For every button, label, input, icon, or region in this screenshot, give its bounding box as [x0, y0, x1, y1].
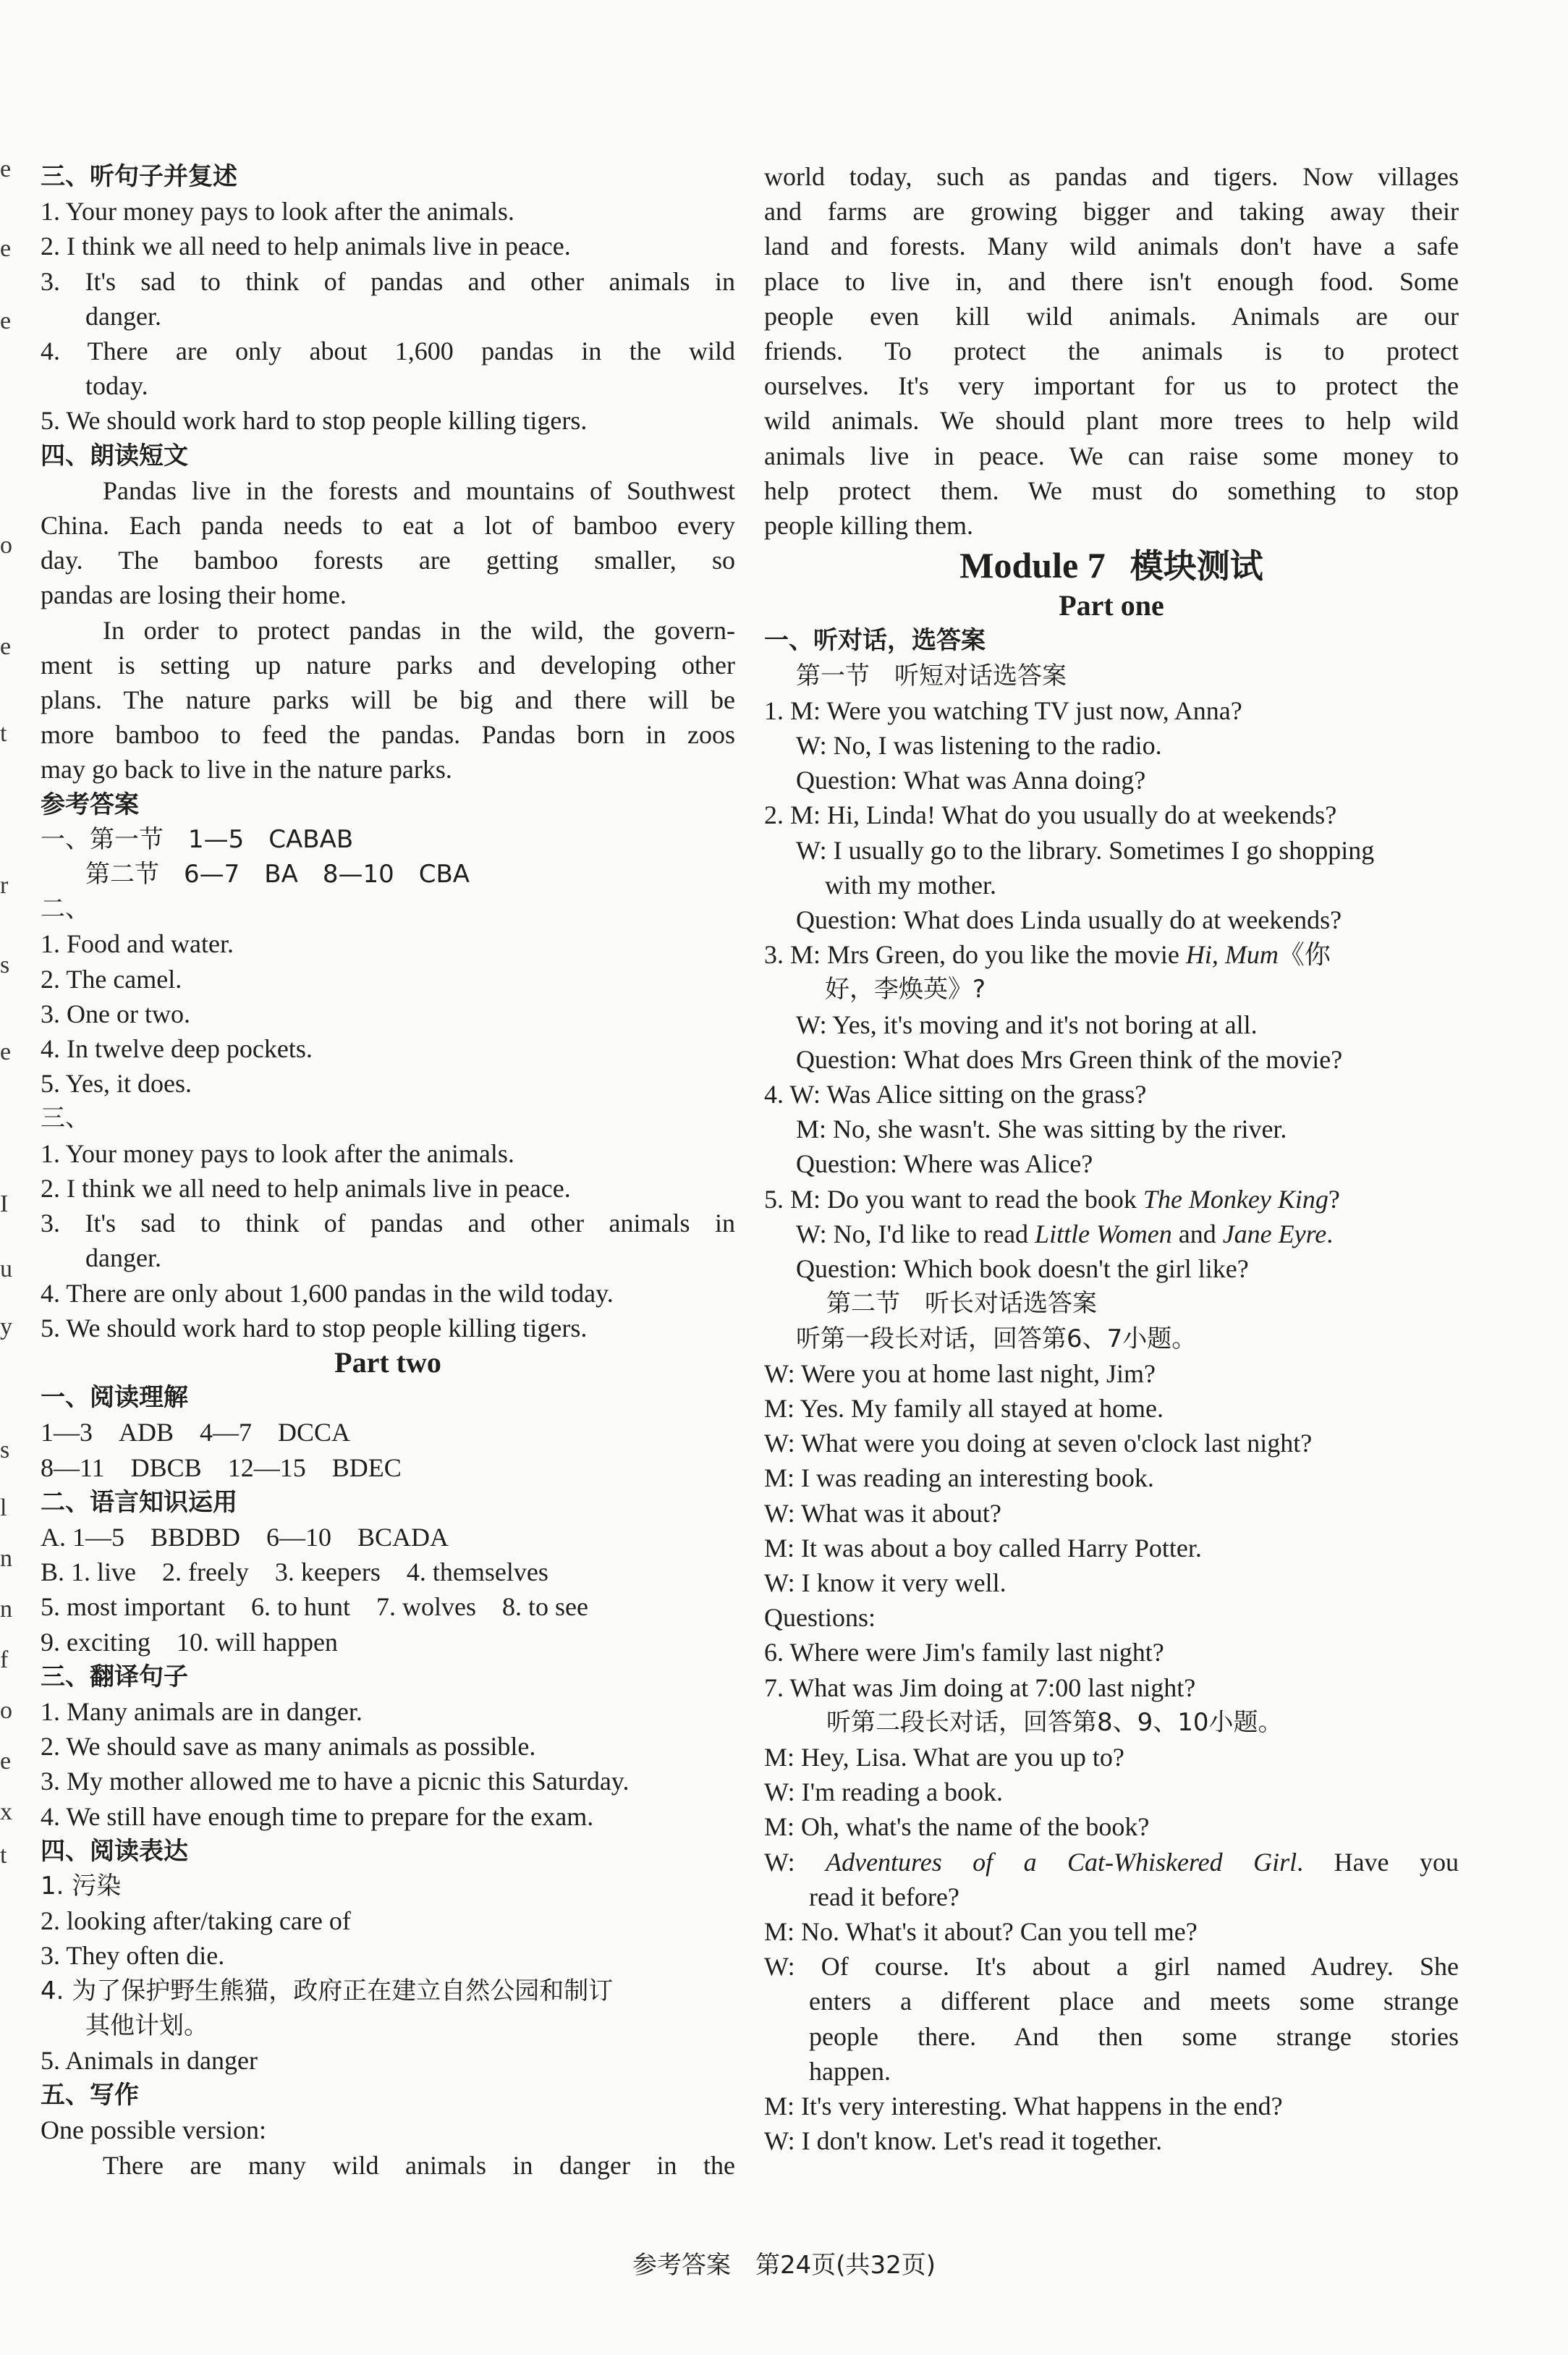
- left-line: 一、阅读理解: [41, 1383, 188, 1413]
- left-line: 2. I think we all need to help animals live in peace.: [41, 232, 571, 261]
- right-line: W: I'm reading a book.: [764, 1777, 1004, 1807]
- left-line: 2. looking after/taking care of: [41, 1906, 351, 1936]
- right-line: W: No, I was listening to the radio.: [796, 731, 1162, 761]
- left-line: more bamboo to feed the pandas. Pandas born in zoos: [41, 720, 735, 750]
- left-line: B. 1. live 2. freely 3. keepers 4. themselves: [41, 1557, 548, 1587]
- left-line: 4. In twelve deep pockets.: [41, 1034, 313, 1064]
- left-line: ment is setting up nature parks and developing other: [41, 650, 735, 680]
- left-line: 三、听句子并复述: [41, 162, 237, 191]
- left-line: Pandas live in the forests and mountains of Southwest: [103, 475, 735, 505]
- right-line: people killing them.: [764, 511, 973, 541]
- margin-fragment: l: [0, 1494, 7, 1521]
- right-line: M: No. What's it about? Can you tell me?: [764, 1916, 1198, 1946]
- left-line: 三、: [41, 1104, 90, 1133]
- left-line: 一、第一节 1—5 CABAB: [41, 824, 354, 854]
- left-line: 3. They often die.: [41, 1941, 225, 1971]
- right-line: Questions:: [764, 1603, 876, 1633]
- right-line: Part one: [1059, 589, 1164, 622]
- left-line: 2. We should save as many animals as possible.: [41, 1732, 536, 1762]
- left-line: 5. Yes, it does.: [41, 1069, 192, 1099]
- left-line: pandas are losing their home.: [41, 580, 347, 610]
- right-line: M: It's very interesting. What happens in the end?: [764, 2091, 1283, 2121]
- left-line: 1. Food and water.: [41, 929, 234, 959]
- left-line: 1. Your money pays to look after the animals.: [41, 1138, 514, 1168]
- right-line: W: What was it about?: [764, 1498, 1001, 1528]
- left-line: 参考答案: [41, 790, 139, 819]
- left-line: 1. 污染: [41, 1871, 122, 1901]
- right-line: M: Oh, what's the name of the book?: [764, 1812, 1150, 1842]
- right-line: wild animals. We should plant more trees to help wild: [764, 406, 1459, 436]
- left-line: 9. exciting 10. will happen: [41, 1627, 338, 1657]
- left-line: There are many wild animals in danger in the: [103, 2150, 735, 2180]
- right-line: W: No, I'd like to read Little Women and Jane Eyre.: [796, 1219, 1334, 1248]
- left-line: 2. I think we all need to help animals live in peace.: [41, 1173, 571, 1203]
- left-line: 三、翻译句子: [41, 1662, 188, 1691]
- margin-fragment: s: [0, 952, 10, 978]
- left-line: One possible version:: [41, 2115, 266, 2145]
- left-line: day. The bamboo forests are getting smaller, so: [41, 546, 735, 575]
- footer-text: 参考答案 第24页(共32页): [632, 2251, 936, 2280]
- right-line: W: Were you at home last night, Jim?: [764, 1358, 1156, 1388]
- margin-fragment: o: [0, 532, 12, 559]
- left-line: 五、写作: [41, 2081, 139, 2110]
- left-line: 2. The camel.: [41, 964, 182, 994]
- left-line: 5. most important 6. to hunt 7. wolves 8. to see: [41, 1592, 588, 1622]
- left-line: 3. My mother allowed me to have a picnic this Saturday.: [41, 1767, 630, 1796]
- right-line: Question: What does Mrs Green think of the movie?: [796, 1044, 1343, 1074]
- right-line: 5. M: Do you want to read the book The Monkey King?: [764, 1184, 1340, 1214]
- module-title: Module 7 模块测试: [959, 545, 1263, 586]
- left-line: 4. We still have enough time to prepare for the exam.: [41, 1801, 594, 1831]
- right-line: W: Adventures of a Cat-Whiskered Girl. Have you: [764, 1847, 1459, 1877]
- right-line: M: Yes. My family all stayed at home.: [764, 1393, 1164, 1423]
- left-line: China. Each panda needs to eat a lot of bamboo every: [41, 511, 735, 541]
- right-line: W: Of course. It's about a girl named Audrey. She: [764, 1952, 1459, 1982]
- margin-fragment: s: [0, 1437, 10, 1463]
- margin-fragment: r: [0, 872, 9, 899]
- left-line: 1. Your money pays to look after the animals.: [41, 197, 514, 227]
- right-line: people even kill wild animals. Animals are our: [764, 301, 1459, 331]
- right-line: place to live in, and there isn't enough food. Some: [764, 266, 1459, 296]
- left-line: Part two: [334, 1345, 441, 1379]
- right-line: 7. What was Jim doing at 7:00 last night?: [764, 1673, 1196, 1702]
- left-line: may go back to live in the nature parks.: [41, 755, 452, 785]
- left-line: 3. One or two.: [41, 999, 190, 1028]
- left-line: 4. There are only about 1,600 pandas in the wild: [41, 337, 735, 366]
- right-line: 6. Where were Jim's family last night?: [764, 1638, 1164, 1667]
- margin-fragment: n: [0, 1596, 12, 1623]
- left-line: plans. The nature parks will be big and there will be: [41, 685, 735, 715]
- right-line: ourselves. It's very important for us to protect the: [764, 371, 1459, 401]
- right-line: M: I was reading an interesting book.: [764, 1463, 1154, 1493]
- module-title-cn: 模块测试: [1130, 546, 1263, 586]
- right-line: people there. And then some strange stories: [809, 2021, 1459, 2051]
- right-line: land and forests. Many wild animals don't have a safe: [764, 232, 1459, 261]
- right-line: Question: Which book doesn't the girl like?: [796, 1254, 1249, 1284]
- right-line: W: Yes, it's moving and it's not boring at all.: [796, 1010, 1258, 1039]
- right-line: friends. To protect the animals is to protect: [764, 337, 1459, 366]
- right-line: 听第一段长对话，回答第6、7小题。: [796, 1324, 1197, 1353]
- left-column: [41, 159, 735, 2183]
- left-line: 3. It's sad to think of pandas and other animals in: [41, 266, 735, 296]
- right-line: 2. M: Hi, Linda! What do you usually do at weekends?: [764, 800, 1337, 830]
- right-line: M: It was about a boy called Harry Potter.: [764, 1533, 1202, 1563]
- right-line: 一、听对话，选答案: [764, 626, 986, 656]
- right-line: happen.: [809, 2056, 891, 2086]
- right-line: Question: What was Anna doing?: [796, 766, 1146, 795]
- right-column: [764, 159, 1459, 2158]
- right-line: W: I know it very well.: [764, 1568, 1007, 1597]
- margin-fragment: f: [0, 1646, 9, 1673]
- right-line: 好，李焕英》?: [825, 975, 986, 1005]
- left-line: 4. There are only about 1,600 pandas in the wild today.: [41, 1278, 614, 1308]
- left-line: 5. We should work hard to stop people killing tigers.: [41, 1313, 588, 1343]
- right-line: 第一节 听短对话选答案: [796, 661, 1067, 690]
- right-line: M: No, she wasn't. She was sitting by the river.: [796, 1115, 1287, 1144]
- left-line: 其他计划。: [85, 2011, 208, 2040]
- margin-fragment: e: [0, 633, 12, 660]
- right-line: world today, such as pandas and tigers. Now villages: [764, 162, 1459, 191]
- right-line: 1. M: Were you watching TV just now, Anna?: [764, 695, 1242, 725]
- right-line: animals live in peace. We can raise some money to: [764, 441, 1459, 470]
- left-line: A. 1—5 BBDBD 6—10 BCADA: [41, 1522, 449, 1552]
- left-line: 1. Many animals are in danger.: [41, 1696, 363, 1726]
- right-line: enters a different place and meets some strange: [809, 1987, 1459, 2016]
- left-line: 第二节 6—7 BA 8—10 CBA: [85, 860, 470, 889]
- right-line: Question: Where was Alice?: [796, 1149, 1093, 1179]
- left-line: danger.: [85, 1243, 161, 1273]
- margin-fragment: e: [0, 1748, 12, 1775]
- margin-fragment: n: [0, 1545, 12, 1572]
- left-line: 1—3 ADB 4—7 DCCA: [41, 1418, 351, 1447]
- left-line: 5. We should work hard to stop people killing tigers.: [41, 406, 588, 436]
- right-line: 第二节 听长对话选答案: [826, 1289, 1097, 1319]
- margin-fragment: y: [0, 1314, 12, 1340]
- margin-fragment: u: [0, 1256, 12, 1282]
- page-footer: [0, 2247, 1568, 2283]
- left-line: 5. Animals in danger: [41, 2045, 258, 2075]
- right-line: M: Hey, Lisa. What are you up to?: [764, 1742, 1124, 1772]
- right-line: W: I don't know. Let's read it together.: [764, 2126, 1163, 2156]
- right-line: help protect them. We must do something to stop: [764, 475, 1459, 505]
- margin-fragment: t: [0, 720, 7, 747]
- left-line: 四、阅读表达: [41, 1836, 188, 1866]
- margin-fragment: I: [0, 1191, 9, 1217]
- right-line: 4. W: Was Alice sitting on the grass?: [764, 1080, 1147, 1109]
- right-line: W: I usually go to the library. Sometimes I go shopping: [796, 835, 1375, 865]
- right-line: read it before?: [809, 1882, 959, 1911]
- right-line: 听第二段长对话，回答第8、9、10小题。: [826, 1707, 1283, 1737]
- left-line: 3. It's sad to think of pandas and other animals in: [41, 1209, 735, 1238]
- left-line: In order to protect pandas in the wild, the govern-: [103, 615, 735, 645]
- margin-fragment: x: [0, 1798, 12, 1825]
- left-line: 四、朗读短文: [41, 441, 188, 470]
- margin-fragment: e: [0, 1039, 12, 1065]
- right-line: 3. M: Mrs Green, do you like the movie Hi, Mum《你: [764, 940, 1331, 970]
- margin-fragment: e: [0, 156, 12, 182]
- left-line: 4. 为了保护野生熊猫，政府正在建立自然公园和制订: [41, 1976, 614, 2005]
- left-line: 8—11 DBCB 12—15 BDEC: [41, 1453, 402, 1482]
- right-line: Question: What does Linda usually do at weekends?: [796, 905, 1342, 935]
- margin-fragment: e: [0, 235, 12, 262]
- right-line: W: What were you doing at seven o'clock last night?: [764, 1429, 1313, 1458]
- left-line: 二、语言知识运用: [41, 1487, 237, 1517]
- left-line: 二、: [41, 895, 90, 924]
- left-line: danger.: [85, 301, 161, 331]
- margin-fragment: t: [0, 1842, 7, 1869]
- right-line: with my mother.: [825, 870, 996, 900]
- margin-fragment: o: [0, 1697, 12, 1724]
- right-line: and farms are growing bigger and taking away their: [764, 197, 1459, 227]
- margin-fragment: e: [0, 308, 12, 334]
- left-line: today.: [85, 371, 148, 401]
